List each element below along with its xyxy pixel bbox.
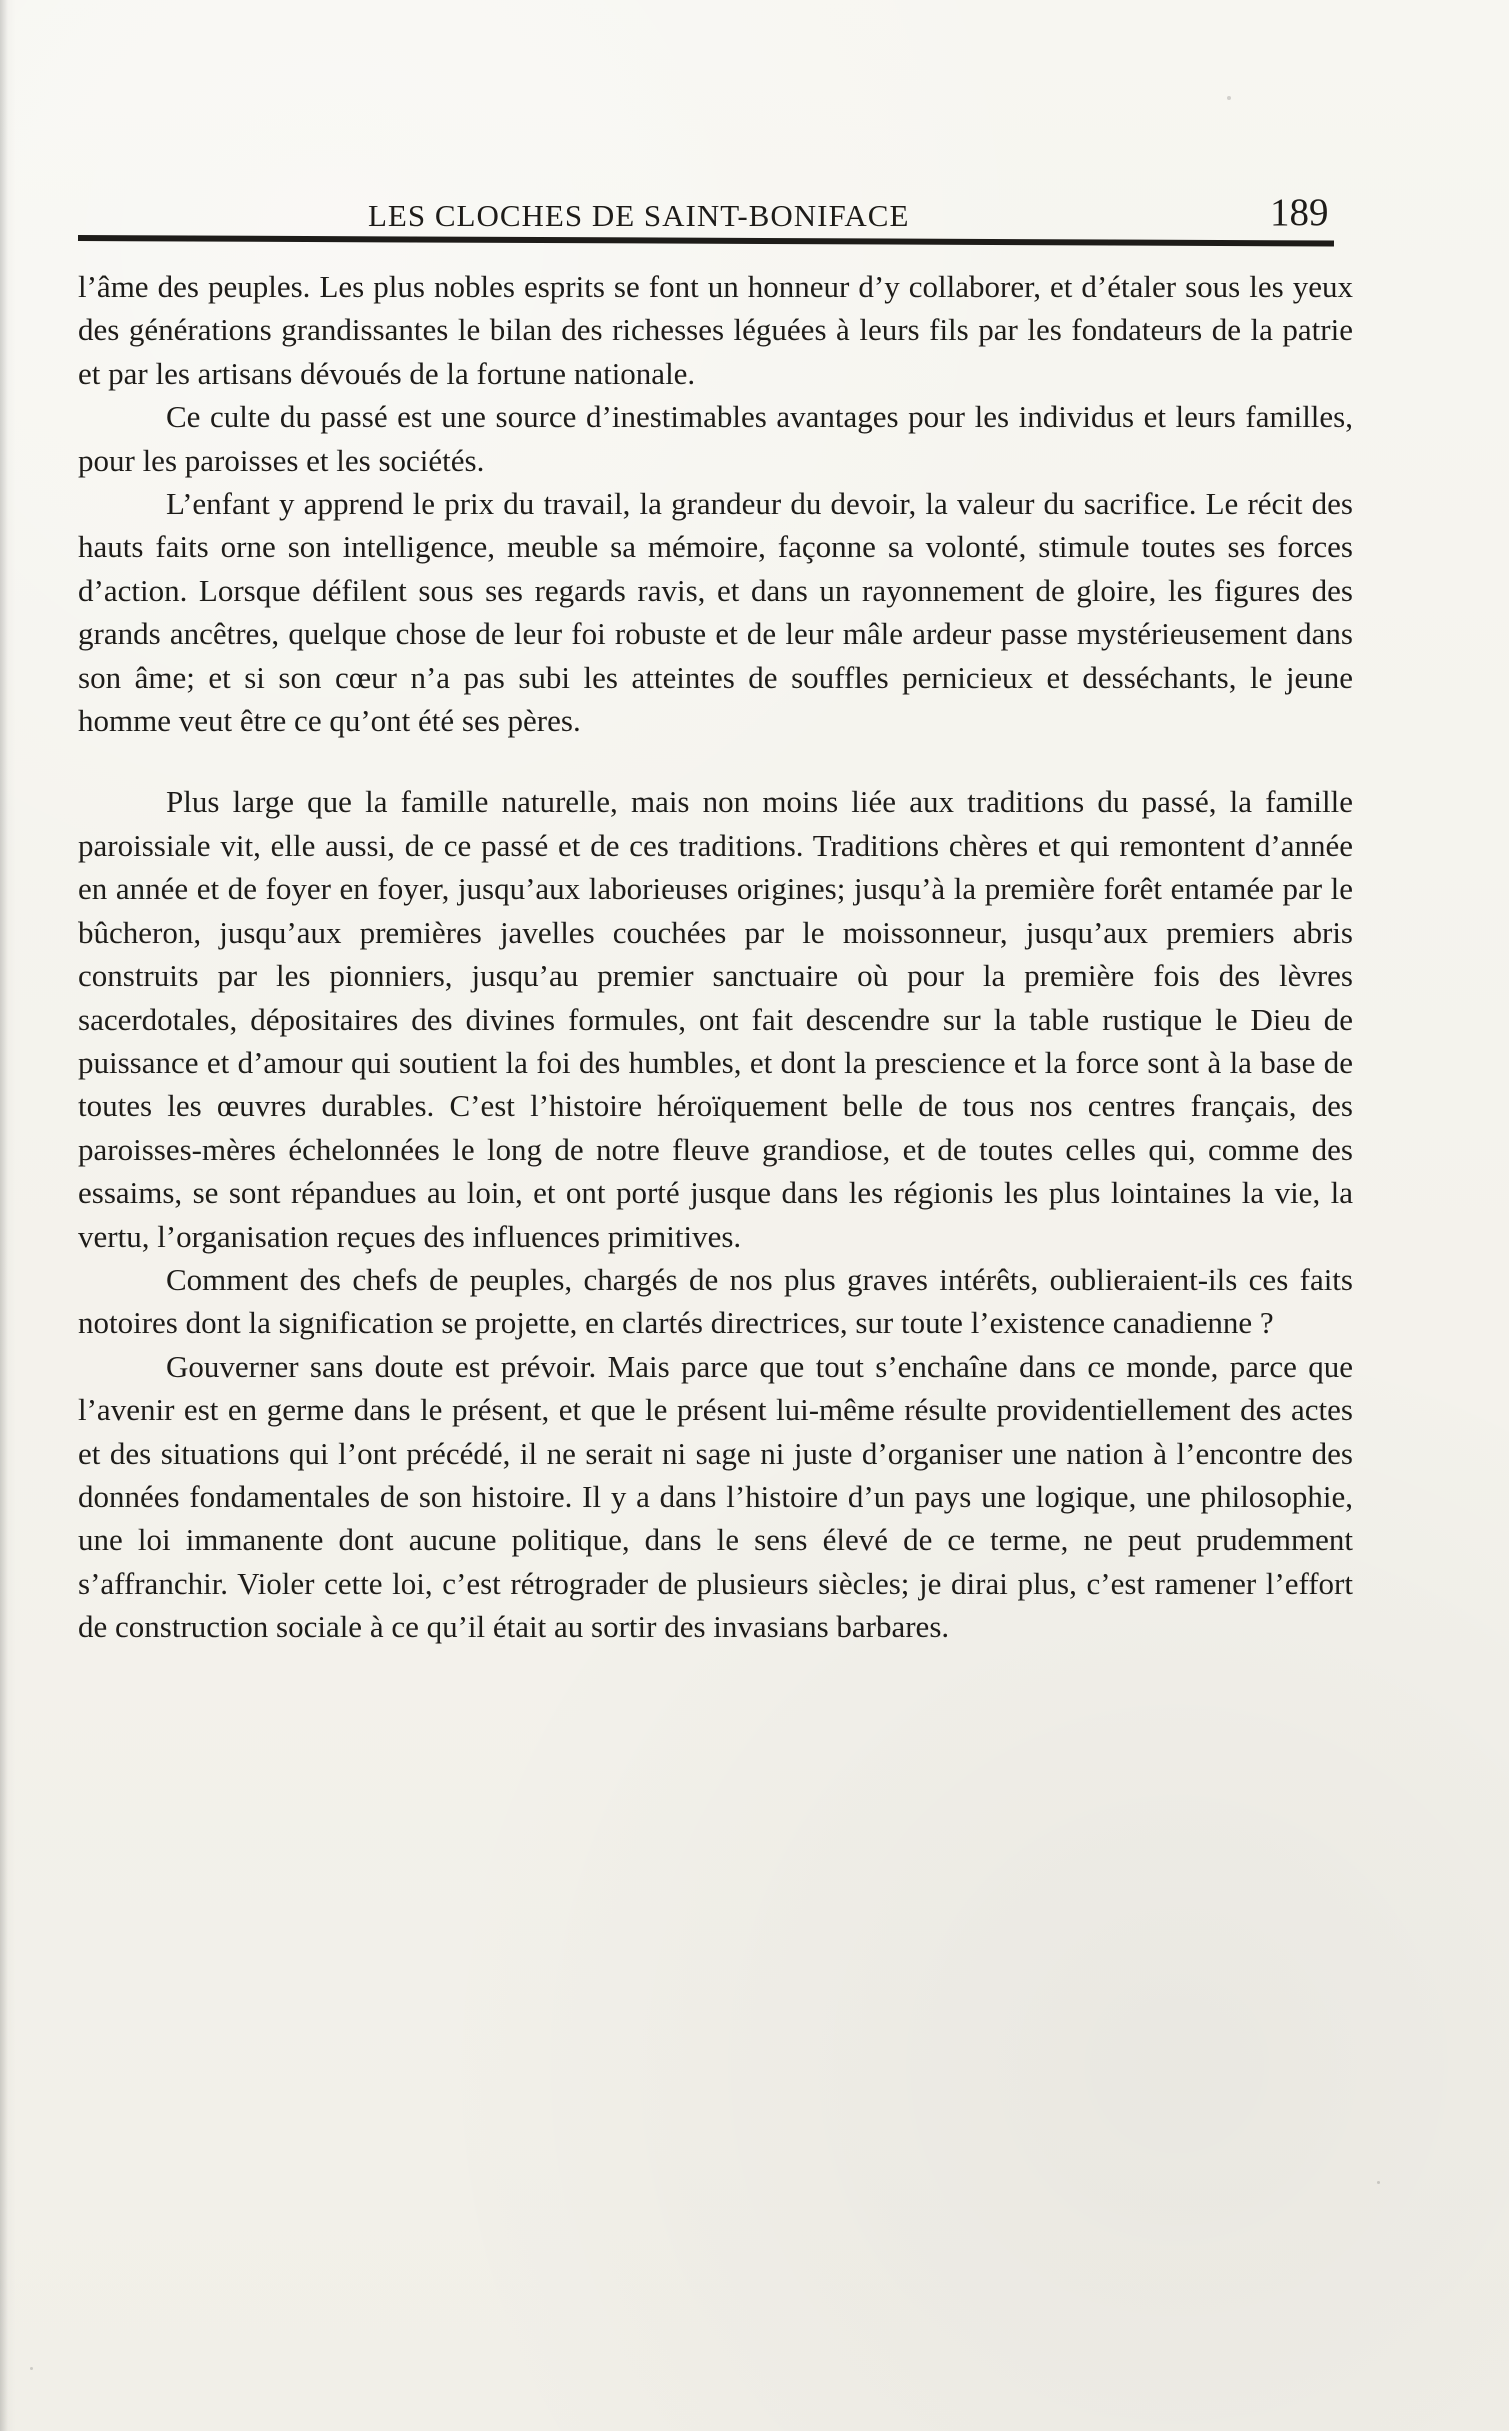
paper-speck <box>1227 96 1231 100</box>
page-header <box>368 190 1368 240</box>
paper-speck <box>30 2367 33 2370</box>
page-number: 189 <box>1270 191 1329 234</box>
body-text <box>78 265 1353 1649</box>
paragraph-2: Ce culte du passé est une source d’inestimables avantages pour les individus et leurs familles, pour les paroisses et les sociétés. <box>78 399 1353 478</box>
page-left-edge-shadow <box>0 0 16 2431</box>
paragraph-3: L’enfant y apprend le prix du travail, la grandeur du devoir, la valeur du sacrifice. Le récit des hauts faits orne son intelligence, meuble sa mémoire, façonne sa volonté, stimule toutes ses forces d’action. Lorsque défilent sous ses regards ravis, et dans un rayonnement de gloire, les figures des grands ancêtres, quelque chose de leur foi robuste et de leur mâle ardeur passe mystérieusement dans son âme; et si son cœur n’a pas subi les atteintes de souffles pernicieux et desséchants, le jeune homme veut être ce qu’ont été ses pères. <box>78 486 1353 739</box>
paper-speck <box>1377 2181 1380 2184</box>
paragraph-1: l’âme des peuples. Les plus nobles esprits se font un honneur d’y collaborer, et d’étaler sous les yeux des générations grandissantes le bilan des richesses léguées à leurs fils par les fondateurs de la patrie et par les artisans dévoués de la fortune nationale. <box>78 269 1353 391</box>
running-title: LES CLOCHES DE SAINT-BONIFACE <box>368 198 910 233</box>
paragraph-6: Gouverner sans doute est prévoir. Mais parce que tout s’enchaîne dans ce monde, parce que l’avenir est en germe dans le présent, et que le présent lui-même résulte providentiellement des actes et des situations qui l’ont précédé, il ne serait ni sage ni juste d’organiser une nation à l’encontre des données fondamentales de son histoire. Il y a dans l’histoire d’un pays une logique, une philosophie, une loi immanente dont aucune politique, dans le sens élevé de ce terme, ne peut prudemment s’affranchir. Violer cette loi, c’est rétrograder de plusieurs siècles; je dirai plus, c’est ramener l’effort de construction sociale à ce qu’il était au sortir des invasians barbares. <box>78 1348 1353 1645</box>
paragraph-4: Plus large que la famille naturelle, mais non moins liée aux traditions du passé, la famille paroissiale vit, elle aussi, de ce passé et de ces traditions. Traditions chères et qui remontent d’année en année et de foyer en foyer, jusqu’aux laborieuses origines; jusqu’à la première forêt entamée par le bûcheron, jusqu’aux premières javelles couchées par le moissonneur, jusqu’aux premiers abris construits par les pionniers, jusqu’au premier sanctuaire où pour la première fois des lèvres sacerdotales, dépositaires des divines formules, ont fait descendre sur la table rustique le Dieu de puissance et d’amour qui soutient la foi des humbles, et dont la prescience et la force sont à la base de toutes les œuvres durables. C’est l’histoire héroïquement belle de tous nos centres français, des paroisses-mères échelonnées le long de notre fleuve grandiose, et de toutes celles qui, comme des essaims, se sont répandues au loin, et ont porté jusque dans les régionis les plus lointaines la vie, la vertu, l’organisation reçues des influences primitives. <box>78 784 1353 1254</box>
paragraph-5: Comment des chefs de peuples, chargés de nos plus graves intérêts, oublieraient-ils ces faits notoires dont la signification se projette, en clartés directrices, sur toute l’existence canadienne ? <box>78 1261 1353 1341</box>
